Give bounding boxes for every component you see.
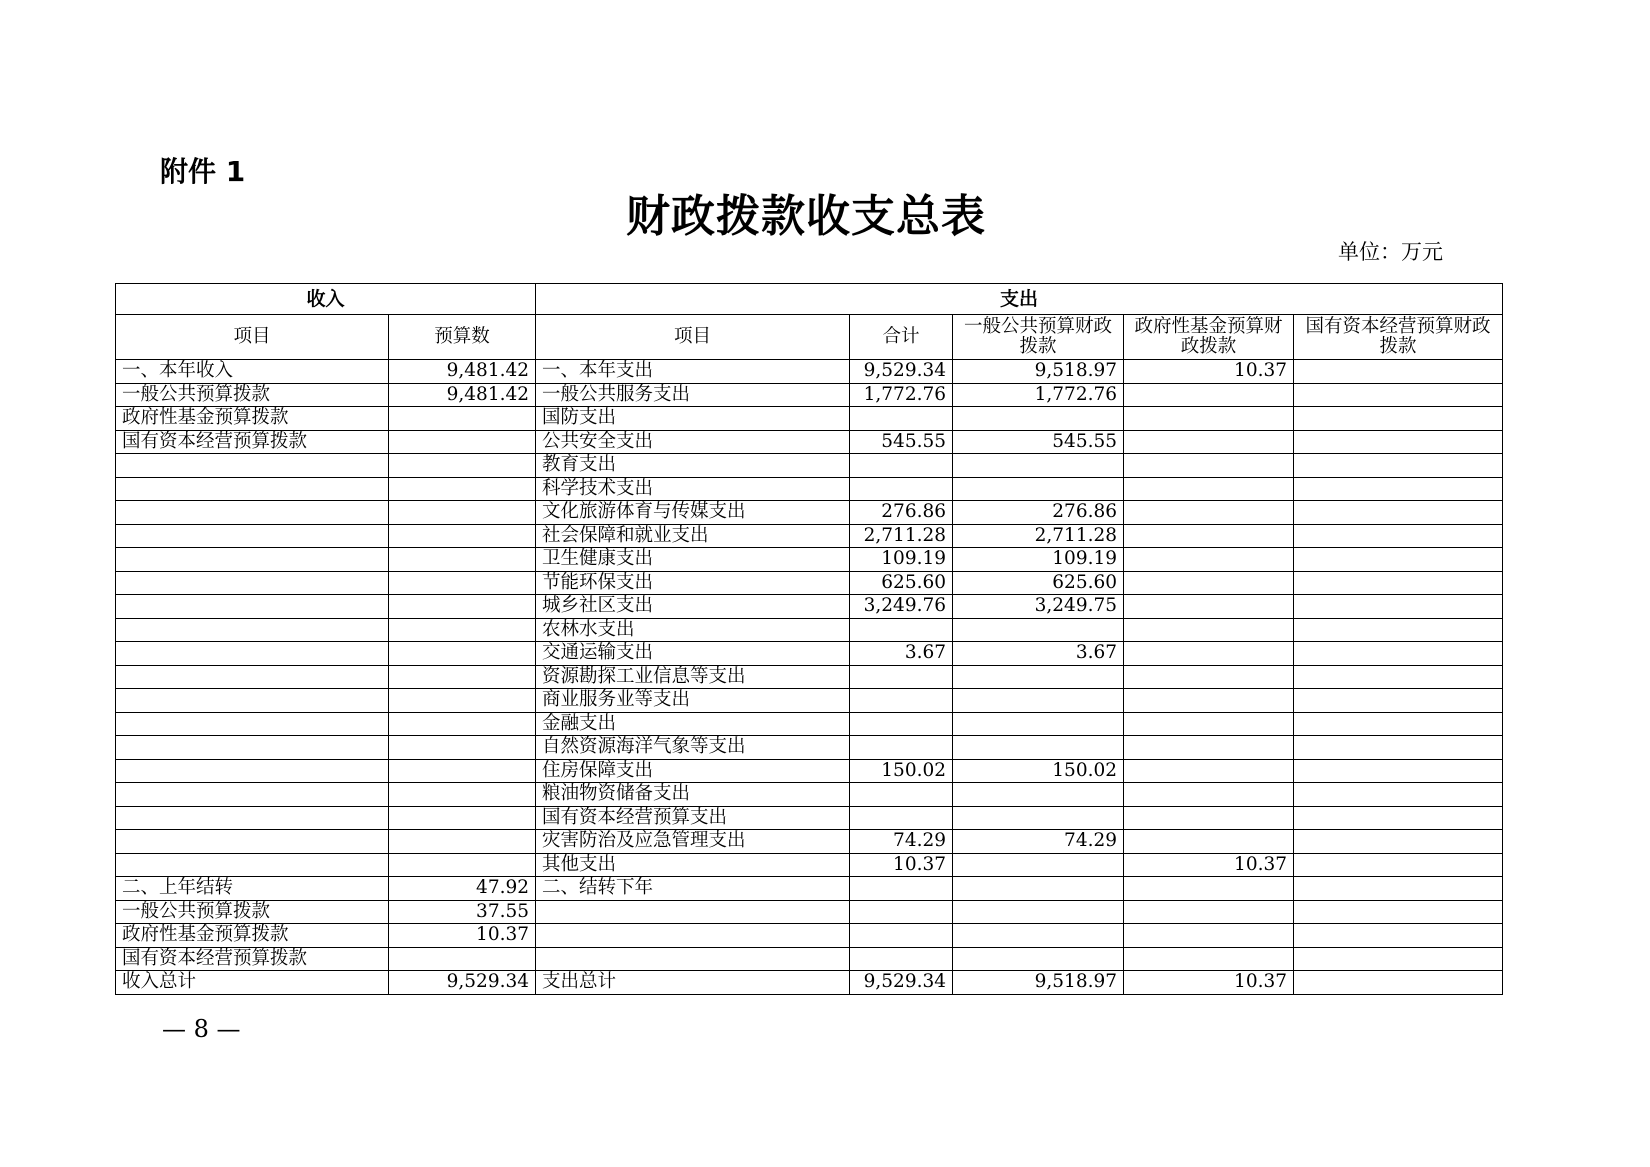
- table-row: [116, 360, 1503, 384]
- cell-expense-item: [536, 947, 850, 971]
- table-row: [116, 689, 1503, 713]
- cell-income-budget: [389, 548, 536, 572]
- cell-general-budget: [953, 900, 1124, 924]
- table-row: [116, 830, 1503, 854]
- cell-expense-item: 自然资源海洋气象等支出: [536, 736, 850, 760]
- cell-income-item: 政府性基金预算拨款: [116, 924, 389, 948]
- table-row: [116, 971, 1503, 995]
- table-row: [116, 571, 1503, 595]
- cell-expense-total: 3.67: [850, 642, 953, 666]
- cell-expense-total: [850, 783, 953, 807]
- cell-expense-item: 二、结转下年: [536, 877, 850, 901]
- cell-expense-total: 625.60: [850, 571, 953, 595]
- cell-capital-budget: [1294, 877, 1503, 901]
- table-row: [116, 783, 1503, 807]
- cell-income-budget: [389, 477, 536, 501]
- cell-general-budget: 9,518.97: [953, 360, 1124, 384]
- cell-income-budget: 10.37: [389, 924, 536, 948]
- cell-expense-total: [850, 924, 953, 948]
- cell-general-budget: [953, 665, 1124, 689]
- col-header-general-budget: 一般公共预算财政拨款: [953, 315, 1124, 360]
- cell-expense-total: 276.86: [850, 501, 953, 525]
- cell-expense-item: 国防支出: [536, 407, 850, 431]
- cell-fund-budget: [1124, 477, 1294, 501]
- cell-expense-total: [850, 454, 953, 478]
- expense-header: 支出: [536, 284, 1503, 315]
- cell-expense-total: 1,772.76: [850, 383, 953, 407]
- cell-expense-item: 教育支出: [536, 454, 850, 478]
- table-row: [116, 383, 1503, 407]
- cell-fund-budget: [1124, 454, 1294, 478]
- cell-fund-budget: [1124, 877, 1294, 901]
- table-row: [116, 642, 1503, 666]
- cell-general-budget: [953, 853, 1124, 877]
- cell-income-budget: 9,481.42: [389, 383, 536, 407]
- cell-capital-budget: [1294, 595, 1503, 619]
- cell-income-budget: [389, 430, 536, 454]
- cell-expense-item: 农林水支出: [536, 618, 850, 642]
- cell-income-budget: 37.55: [389, 900, 536, 924]
- cell-income-item: 国有资本经营预算拨款: [116, 430, 389, 454]
- page-number: — 8 —: [162, 1015, 241, 1043]
- col-header-fund-budget: 政府性基金预算财政拨款: [1124, 315, 1294, 360]
- cell-expense-item: 科学技术支出: [536, 477, 850, 501]
- table-row: [116, 736, 1503, 760]
- cell-fund-budget: [1124, 783, 1294, 807]
- cell-income-item: [116, 618, 389, 642]
- cell-fund-budget: [1124, 900, 1294, 924]
- cell-income-budget: [389, 806, 536, 830]
- table-row: [116, 853, 1503, 877]
- cell-expense-total: 150.02: [850, 759, 953, 783]
- cell-capital-budget: [1294, 618, 1503, 642]
- cell-expense-item: 交通运输支出: [536, 642, 850, 666]
- cell-general-budget: [953, 712, 1124, 736]
- cell-expense-item: 卫生健康支出: [536, 548, 850, 572]
- cell-fund-budget: [1124, 947, 1294, 971]
- cell-income-budget: [389, 454, 536, 478]
- cell-general-budget: [953, 806, 1124, 830]
- col-header-capital-budget: 国有资本经营预算财政拨款: [1294, 315, 1503, 360]
- cell-income-item: [116, 524, 389, 548]
- cell-general-budget: 625.60: [953, 571, 1124, 595]
- cell-income-budget: 9,529.34: [389, 971, 536, 995]
- cell-fund-budget: [1124, 383, 1294, 407]
- cell-capital-budget: [1294, 806, 1503, 830]
- cell-income-item: [116, 853, 389, 877]
- cell-expense-item: 商业服务业等支出: [536, 689, 850, 713]
- cell-income-item: [116, 454, 389, 478]
- cell-fund-budget: [1124, 524, 1294, 548]
- cell-income-budget: [389, 665, 536, 689]
- cell-general-budget: 3.67: [953, 642, 1124, 666]
- cell-general-budget: [953, 407, 1124, 431]
- cell-expense-item: 资源勘探工业信息等支出: [536, 665, 850, 689]
- cell-general-budget: 109.19: [953, 548, 1124, 572]
- cell-expense-item: 一般公共服务支出: [536, 383, 850, 407]
- column-header-row: [116, 315, 1503, 360]
- cell-capital-budget: [1294, 642, 1503, 666]
- cell-income-budget: [389, 595, 536, 619]
- cell-income-item: [116, 806, 389, 830]
- cell-capital-budget: [1294, 947, 1503, 971]
- budget-table: [115, 283, 1503, 995]
- col-header-total: 合计: [850, 315, 953, 360]
- cell-income-item: [116, 642, 389, 666]
- table-row: [116, 900, 1503, 924]
- cell-income-budget: [389, 947, 536, 971]
- cell-fund-budget: [1124, 548, 1294, 572]
- table-row: [116, 430, 1503, 454]
- cell-capital-budget: [1294, 689, 1503, 713]
- cell-expense-item: 其他支出: [536, 853, 850, 877]
- cell-general-budget: 2,711.28: [953, 524, 1124, 548]
- cell-capital-budget: [1294, 924, 1503, 948]
- cell-income-budget: [389, 407, 536, 431]
- cell-general-budget: [953, 924, 1124, 948]
- cell-income-budget: [389, 759, 536, 783]
- cell-expense-total: [850, 407, 953, 431]
- cell-income-item: [116, 689, 389, 713]
- page-title: 财政拨款收支总表: [626, 191, 986, 242]
- cell-income-item: [116, 759, 389, 783]
- cell-capital-budget: [1294, 571, 1503, 595]
- cell-income-budget: [389, 736, 536, 760]
- cell-general-budget: 9,518.97: [953, 971, 1124, 995]
- cell-fund-budget: [1124, 430, 1294, 454]
- cell-capital-budget: [1294, 971, 1503, 995]
- cell-expense-total: 9,529.34: [850, 971, 953, 995]
- cell-expense-total: [850, 665, 953, 689]
- cell-income-budget: [389, 830, 536, 854]
- cell-income-item: [116, 501, 389, 525]
- cell-general-budget: [953, 477, 1124, 501]
- cell-income-budget: [389, 689, 536, 713]
- cell-income-item: 一、本年收入: [116, 360, 389, 384]
- table-row: [116, 665, 1503, 689]
- cell-capital-budget: [1294, 430, 1503, 454]
- cell-expense-total: [850, 947, 953, 971]
- cell-expense-item: 支出总计: [536, 971, 850, 995]
- cell-income-item: [116, 830, 389, 854]
- col-header-income-budget: 预算数: [389, 315, 536, 360]
- cell-income-budget: [389, 783, 536, 807]
- cell-fund-budget: [1124, 830, 1294, 854]
- cell-expense-total: [850, 689, 953, 713]
- col-header-income-item: 项目: [116, 315, 389, 360]
- table-row: [116, 454, 1503, 478]
- col-header-expense-item: 项目: [536, 315, 850, 360]
- cell-expense-total: [850, 477, 953, 501]
- cell-capital-budget: [1294, 712, 1503, 736]
- cell-capital-budget: [1294, 477, 1503, 501]
- cell-fund-budget: [1124, 618, 1294, 642]
- cell-fund-budget: 10.37: [1124, 360, 1294, 384]
- cell-income-item: 一般公共预算拨款: [116, 900, 389, 924]
- cell-expense-total: [850, 736, 953, 760]
- cell-income-item: 国有资本经营预算拨款: [116, 947, 389, 971]
- cell-general-budget: 1,772.76: [953, 383, 1124, 407]
- table-row: [116, 877, 1503, 901]
- table-row: [116, 712, 1503, 736]
- cell-expense-total: [850, 877, 953, 901]
- cell-expense-item: 公共安全支出: [536, 430, 850, 454]
- cell-fund-budget: [1124, 712, 1294, 736]
- cell-income-item: [116, 548, 389, 572]
- cell-fund-budget: [1124, 595, 1294, 619]
- cell-capital-budget: [1294, 783, 1503, 807]
- cell-fund-budget: [1124, 665, 1294, 689]
- cell-expense-total: [850, 900, 953, 924]
- table-row: [116, 501, 1503, 525]
- cell-capital-budget: [1294, 548, 1503, 572]
- cell-income-item: [116, 665, 389, 689]
- cell-income-item: 二、上年结转: [116, 877, 389, 901]
- table-row: [116, 759, 1503, 783]
- cell-general-budget: 545.55: [953, 430, 1124, 454]
- cell-general-budget: [953, 947, 1124, 971]
- cell-fund-budget: [1124, 806, 1294, 830]
- cell-expense-total: 545.55: [850, 430, 953, 454]
- table-row: [116, 407, 1503, 431]
- cell-fund-budget: [1124, 689, 1294, 713]
- table-row: [116, 524, 1503, 548]
- cell-fund-budget: [1124, 501, 1294, 525]
- group-header-row: [116, 284, 1503, 315]
- cell-expense-item: [536, 924, 850, 948]
- table-row: [116, 595, 1503, 619]
- cell-income-item: [116, 477, 389, 501]
- cell-expense-total: [850, 806, 953, 830]
- cell-fund-budget: 10.37: [1124, 853, 1294, 877]
- cell-general-budget: 150.02: [953, 759, 1124, 783]
- cell-general-budget: [953, 618, 1124, 642]
- table-row: [116, 618, 1503, 642]
- table-row: [116, 924, 1503, 948]
- cell-income-item: 一般公共预算拨款: [116, 383, 389, 407]
- cell-expense-item: 一、本年支出: [536, 360, 850, 384]
- cell-income-budget: 47.92: [389, 877, 536, 901]
- cell-fund-budget: [1124, 759, 1294, 783]
- cell-fund-budget: [1124, 407, 1294, 431]
- cell-fund-budget: 10.37: [1124, 971, 1294, 995]
- cell-capital-budget: [1294, 665, 1503, 689]
- cell-expense-item: 节能环保支出: [536, 571, 850, 595]
- cell-income-budget: 9,481.42: [389, 360, 536, 384]
- cell-capital-budget: [1294, 524, 1503, 548]
- table-row: [116, 477, 1503, 501]
- cell-general-budget: 276.86: [953, 501, 1124, 525]
- cell-capital-budget: [1294, 360, 1503, 384]
- cell-income-budget: [389, 618, 536, 642]
- cell-expense-total: 2,711.28: [850, 524, 953, 548]
- cell-expense-item: 城乡社区支出: [536, 595, 850, 619]
- cell-general-budget: [953, 736, 1124, 760]
- cell-capital-budget: [1294, 759, 1503, 783]
- cell-income-budget: [389, 571, 536, 595]
- attachment-label: 附件 1: [160, 155, 246, 188]
- cell-expense-item: 国有资本经营预算支出: [536, 806, 850, 830]
- cell-expense-item: 社会保障和就业支出: [536, 524, 850, 548]
- cell-income-budget: [389, 501, 536, 525]
- cell-expense-total: 109.19: [850, 548, 953, 572]
- cell-income-budget: [389, 642, 536, 666]
- income-header: 收入: [116, 284, 536, 315]
- cell-income-item: [116, 712, 389, 736]
- cell-expense-item: 粮油物资储备支出: [536, 783, 850, 807]
- cell-expense-item: 灾害防治及应急管理支出: [536, 830, 850, 854]
- cell-fund-budget: [1124, 642, 1294, 666]
- unit-label: 单位：万元: [1338, 240, 1443, 264]
- cell-general-budget: [953, 877, 1124, 901]
- cell-fund-budget: [1124, 571, 1294, 595]
- cell-income-item: [116, 783, 389, 807]
- cell-expense-total: [850, 712, 953, 736]
- cell-income-item: 政府性基金预算拨款: [116, 407, 389, 431]
- cell-expense-item: 文化旅游体育与传媒支出: [536, 501, 850, 525]
- cell-income-item: [116, 571, 389, 595]
- cell-expense-total: 74.29: [850, 830, 953, 854]
- table-row: [116, 548, 1503, 572]
- cell-capital-budget: [1294, 383, 1503, 407]
- cell-income-item: [116, 736, 389, 760]
- cell-general-budget: [953, 689, 1124, 713]
- cell-income-item: [116, 595, 389, 619]
- cell-capital-budget: [1294, 501, 1503, 525]
- cell-expense-total: 9,529.34: [850, 360, 953, 384]
- cell-fund-budget: [1124, 736, 1294, 760]
- cell-income-budget: [389, 524, 536, 548]
- cell-expense-item: [536, 900, 850, 924]
- cell-income-item: 收入总计: [116, 971, 389, 995]
- cell-income-budget: [389, 712, 536, 736]
- cell-capital-budget: [1294, 454, 1503, 478]
- cell-general-budget: 3,249.75: [953, 595, 1124, 619]
- cell-general-budget: [953, 783, 1124, 807]
- cell-expense-item: 住房保障支出: [536, 759, 850, 783]
- cell-general-budget: [953, 454, 1124, 478]
- cell-expense-total: 3,249.76: [850, 595, 953, 619]
- cell-capital-budget: [1294, 830, 1503, 854]
- table-row: [116, 806, 1503, 830]
- cell-expense-total: 10.37: [850, 853, 953, 877]
- cell-income-budget: [389, 853, 536, 877]
- cell-capital-budget: [1294, 900, 1503, 924]
- cell-capital-budget: [1294, 407, 1503, 431]
- cell-expense-total: [850, 618, 953, 642]
- cell-fund-budget: [1124, 924, 1294, 948]
- table-row: [116, 947, 1503, 971]
- cell-capital-budget: [1294, 736, 1503, 760]
- cell-capital-budget: [1294, 853, 1503, 877]
- cell-general-budget: 74.29: [953, 830, 1124, 854]
- cell-expense-item: 金融支出: [536, 712, 850, 736]
